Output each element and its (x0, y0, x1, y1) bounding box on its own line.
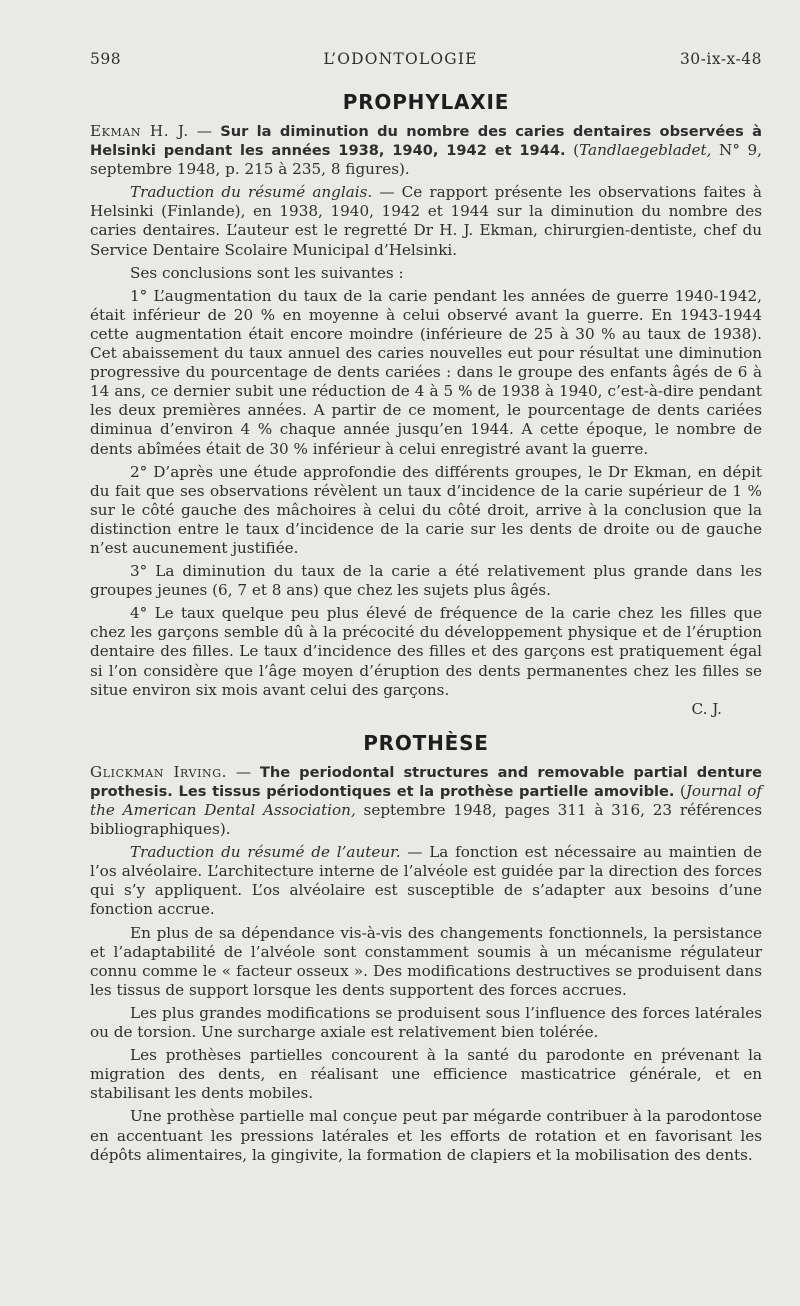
journal-title: L’ODONTOLOGIE (323, 50, 478, 68)
body-paragraph-2: En plus de sa dépendance vis-à-vis des changements fonctionnels, la persistance et l’adaptabilité de l’alvéole sont constamment soumis à un mécanisme régulateur connu comme le « facteur osseux ». Des modifications destructives se produisent dans les tissus de support lorsque les dents supportent des forces accrues. (90, 923, 762, 999)
body-paragraph-4: Les prothèses partielles concourent à la santé du parodonte en prévenant la migration des dents, en réalisant une efficience masticatrice générale, et en stabilisant les dents mobiles. (90, 1046, 762, 1103)
reference-details: N° 9, septembre 1948, p. 215 à 235, 8 figures). (90, 141, 762, 179)
reference-details: septembre 1948, pages 311 à 316, 23 références bibliographiques). (90, 801, 762, 839)
issue-date: 30-ix-x-48 (679, 50, 762, 68)
reference-ekman: Ekman H. J. — Sur la diminution du nombre des caries dentaires observées à Helsinki pendant les années 1938, 1940, 1942 et 1944. (Tandlaegebladet, N° 9, septembre 1948, p. 215 à 235, 8 figures). (90, 122, 763, 179)
translation-paragraph: Traduction du résumé de l’auteur. — La fonction est nécessaire au maintien de l’os alvéolaire. L’architecture interne de l’alvéole est guidée par la direction des forces qui s’y appliquent. L’os alvéolaire est susceptible de s’adapter aux besoins d’une fonction accrue. (90, 843, 763, 919)
reference-author: Ekman H. J. (90, 122, 189, 140)
reference-author: Glickman Irving. (90, 762, 228, 781)
conclusion-point-1: 1° L’augmentation du taux de la carie pendant les années de guerre 1940-1942, était inférieur de 20 % en moyenne à celui observé avant la guerre. En 1943-1944 cette augmentation était encore moindre (inférieure de 25 à 30 % au taux de 1938). Cet abaissement du taux annuel des caries nouvelles eut pour résultat une diminution progressive du pourcentage de dents cariées : dans le groupe des enfants âgés de 6 à 14 ans, ce dernier subit une réduction de 4 à 5 % de 1938 à 1940, c’est-à-dire pendant les deux premières années. A partir de ce moment, le pourcentage de dents cariées diminua d’environ 4 % chaque année jusqu’en 1944. A cette époque, le nombre de dents abîmées était de 30 % inférieur à celui enregistré avant la guerre. (90, 286, 762, 458)
translation-label: Traduction du résumé anglais. (130, 183, 373, 202)
body-paragraph-3: Les plus grandes modifications se produisent sous l’influence des forces latérales ou de torsion. Une surcharge axiale est relativement bien tolérée. (90, 1003, 762, 1042)
conclusion-point-3: 3° La diminution du taux de la carie a été relativement plus grande dans les groupes jeunes (6, 7 et 8 ans) que chez les sujets plus âgés. (90, 562, 762, 600)
section-heading-prophylaxie: PROPHYLAXIE (342, 90, 510, 114)
reference-title: Sur la diminution du nombre des caries dentaires observées à Helsinki pendant les années 1938, 1940, 1942 et 1944. (90, 123, 763, 160)
reference-journal: Tandlaegebladet, (579, 141, 712, 160)
conclusion-point-2: 2° D’après une étude approfondie des différents groupes, le Dr Ekman, en dépit du fait que ses observations révèlent un taux d’incidence de la carie supérieur de 1 % sur le côté gauche des mâchoires à celui du côté droit, arrive à la conclusion que la distinction entre le taux d’incidence de la carie sur les dents de droite ou de gauche n’est aucunement justifiée. (90, 462, 762, 557)
reference-glickman: Glickman Irving. — The periodontal structures and removable partial denture prothesis. Les tissus périodontiques et la prothèse partielle amovible. (Journal of the American Dental Association, septembre 1948, pages 311 à 316, 23 références bibliographiques). (90, 762, 762, 839)
reference-title: The periodontal structures and removable partial denture prothesis. Les tissus périodontiques et la prothèse partielle amovible. (90, 763, 762, 800)
section-heading-prothese: PROTHÈSE (363, 730, 489, 755)
conclusions-intro: Ses conclusions sont les suivantes : (130, 263, 404, 282)
page-number: 598 (90, 50, 122, 68)
reference-journal: Journal of the American Dental Association, (90, 781, 762, 819)
translation-paragraph: Traduction du résumé anglais. — Ce rapport présente les observations faites à Helsinki (Finlande), en 1938, 1940, 1942 et 1944 sur la diminution du nombre des caries dentaires. L’auteur est le regretté Dr H. J. Ekman, chirurgien-dentiste, chef du Service Dentaire Scolaire Municipal d’Helsinki. (90, 183, 762, 259)
running-head (90, 50, 762, 74)
conclusion-point-4: 4° Le taux quelque peu plus élevé de fréquence de la carie chez les filles que chez les garçons semble dû à la précocité du développement physique et de l’éruption dentaire des filles. Le taux d’incidence des filles et des garçons est pratiquement égal si l’on considère que l’âge moyen d’éruption des dents permanentes chez les filles se situe environ six mois avant celui des garçons. (90, 604, 762, 699)
signature-line (90, 700, 762, 719)
translation-label: Traduction du résumé de l’auteur. (130, 843, 401, 862)
body-paragraph-5: Une prothèse partielle mal conçue peut par mégarde contribuer à la parodontose en accentuant les pressions latérales et les efforts de rotation et en favorisant les dépôts alimentaires, la gingivite, la formation de clapiers et la mobilisation des dents. (90, 1107, 762, 1164)
signature: C. J. (691, 699, 722, 718)
